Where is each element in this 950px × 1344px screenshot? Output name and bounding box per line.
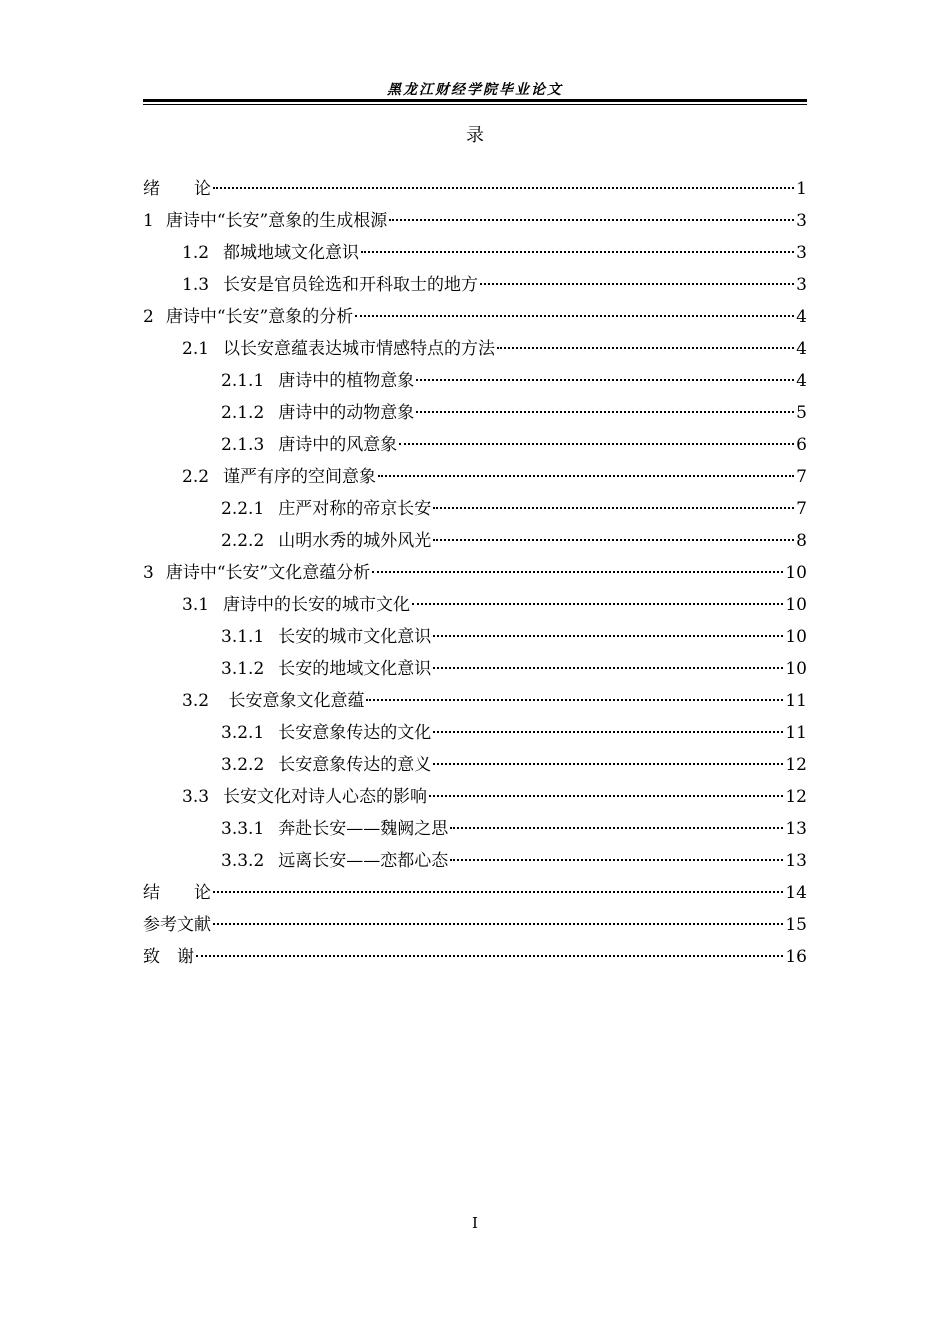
- toc-dot-leader: [433, 763, 783, 765]
- toc-entry-section-3-3-2[interactable]: [143, 845, 807, 877]
- toc-entry-text: 长安的城市文化意识: [278, 627, 432, 647]
- toc-entry-text: 参考文献: [143, 915, 211, 935]
- toc-page-number: 15: [785, 915, 807, 935]
- toc-dot-leader: [366, 699, 783, 701]
- toc-section-number: 3: [143, 563, 154, 583]
- toc-section-number: 1.3: [182, 275, 210, 295]
- toc-page-number: 1: [796, 179, 807, 199]
- toc-dot-leader: [213, 187, 794, 189]
- toc-page-number: 4: [796, 371, 807, 391]
- toc-entry-text: 致 谢: [143, 947, 194, 967]
- toc-entry-section-2-1-3[interactable]: [143, 429, 807, 461]
- toc-section-number: 3.2.1: [221, 723, 265, 743]
- toc-page-number: 5: [796, 403, 807, 423]
- toc-entry-section-1-2[interactable]: [143, 237, 807, 269]
- toc-entry-section-3-1-2[interactable]: [143, 653, 807, 685]
- toc-page-number: 7: [796, 499, 807, 519]
- toc-entry-text: 长安是官员铨选和开科取士的地方: [223, 275, 479, 295]
- toc-dot-leader: [213, 891, 783, 893]
- toc-entry-chapter-1[interactable]: [143, 205, 807, 237]
- toc-entry-text: 山明水秀的城外风光: [278, 531, 432, 551]
- toc-dot-leader: [480, 283, 794, 285]
- toc-dot-leader: [450, 827, 783, 829]
- toc-dot-leader: [450, 859, 783, 861]
- toc-section-number: 3.3.2: [221, 851, 265, 871]
- toc-entry-text: 唐诗中“长安”意象的生成根源: [165, 211, 388, 231]
- toc-entry-section-3-2-1[interactable]: [143, 717, 807, 749]
- toc-dot-leader: [399, 443, 794, 445]
- toc-entry-text: 唐诗中的风意象: [278, 435, 398, 455]
- toc-dot-leader: [196, 955, 783, 957]
- toc-page-number: 4: [796, 307, 807, 327]
- toc-section-number: 2.1.1: [221, 371, 265, 391]
- toc-entry-text: 长安文化对诗人心态的影响: [223, 787, 428, 807]
- toc-dot-leader: [416, 379, 794, 381]
- toc-page-number: 13: [785, 819, 807, 839]
- toc-title: 录: [466, 125, 484, 146]
- toc-entry-text: 唐诗中的长安的城市文化: [223, 595, 411, 615]
- header-rule-thin: [143, 104, 807, 105]
- toc-entry-section-3-3[interactable]: [143, 781, 807, 813]
- toc-section-number: 2.1.2: [221, 403, 265, 423]
- footer-page-number: I: [472, 1214, 478, 1232]
- toc-entry-text: 远离长安——恋都心态: [278, 851, 449, 871]
- toc-dot-leader: [412, 603, 783, 605]
- toc-entry-section-2-1-1[interactable]: [143, 365, 807, 397]
- toc-entry-text: 绪 论: [143, 179, 211, 199]
- toc-entry-section-3-1[interactable]: [143, 589, 807, 621]
- toc-dot-leader: [497, 347, 794, 349]
- toc-page-number: 13: [785, 851, 807, 871]
- toc-section-number: 3.1: [182, 595, 210, 615]
- toc-section-number: 2.1: [182, 339, 210, 359]
- toc-entry-text: 长安的地域文化意识: [278, 659, 432, 679]
- toc-page-number: 6: [796, 435, 807, 455]
- toc-entry-text: 都城地域文化意识: [223, 243, 360, 263]
- toc-entry-section-2-1[interactable]: [143, 333, 807, 365]
- toc-entry-text: 唐诗中“长安”意象的分析: [165, 307, 354, 327]
- toc-dot-leader: [433, 507, 794, 509]
- toc-entry-section-3-3-1[interactable]: [143, 813, 807, 845]
- toc-dot-leader: [433, 635, 783, 637]
- toc-page-number: 12: [785, 755, 807, 775]
- toc-entry-section-3-2-2[interactable]: [143, 749, 807, 781]
- toc-dot-leader: [361, 251, 794, 253]
- toc-section-number: 1.2: [182, 243, 210, 263]
- toc-entry-section-2-2[interactable]: [143, 461, 807, 493]
- toc-page-number: 3: [796, 211, 807, 231]
- toc-entry-text: 长安意象传达的意义: [278, 755, 432, 775]
- toc-page-number: 8: [796, 531, 807, 551]
- toc-section-number: 3.3.1: [221, 819, 265, 839]
- toc-dot-leader: [372, 571, 783, 573]
- toc-dot-leader: [416, 411, 794, 413]
- toc-page-number: 12: [785, 787, 807, 807]
- toc-dot-leader: [389, 219, 794, 221]
- table-of-contents: [143, 173, 807, 973]
- toc-section-number: 3.2.2: [221, 755, 265, 775]
- toc-page-number: 4: [796, 339, 807, 359]
- toc-entry-text: 奔赴长安——魏阙之思: [278, 819, 449, 839]
- toc-section-number: 3.2: [182, 691, 210, 711]
- toc-section-number: 3.1.1: [221, 627, 265, 647]
- toc-entry-section-1-3[interactable]: [143, 269, 807, 301]
- toc-section-number: 3.1.2: [221, 659, 265, 679]
- running-header-title: 黑龙江财经学院毕业论文: [387, 82, 563, 98]
- toc-dot-leader: [433, 731, 783, 733]
- toc-entry-text: 谨严有序的空间意象: [223, 467, 377, 487]
- toc-entry-section-2-2-2[interactable]: [143, 525, 807, 557]
- toc-entry-text: 长安意象传达的文化: [278, 723, 432, 743]
- toc-section-number: 2.2.1: [221, 499, 265, 519]
- toc-entry-text: 以长安意蕴表达城市情感特点的方法: [223, 339, 496, 359]
- toc-entry-section-3-2[interactable]: [143, 685, 807, 717]
- toc-entry-text: 长安意象文化意蕴: [223, 691, 365, 711]
- toc-entry-chapter-2[interactable]: [143, 301, 807, 333]
- toc-page-number: 3: [796, 243, 807, 263]
- toc-page-number: 10: [785, 563, 807, 583]
- toc-dot-leader: [378, 475, 794, 477]
- header-rule-thick: [143, 99, 807, 102]
- toc-section-number: 2: [143, 307, 154, 327]
- toc-entry-text: 结 论: [143, 883, 211, 903]
- toc-dot-leader: [213, 923, 783, 925]
- toc-dot-leader: [355, 315, 794, 317]
- toc-entry-chapter-3[interactable]: [143, 557, 807, 589]
- toc-page-number: 14: [785, 883, 807, 903]
- toc-entry-conclusion[interactable]: [143, 877, 807, 909]
- toc-page-number: 3: [796, 275, 807, 295]
- toc-section-number: 1: [143, 211, 154, 231]
- toc-entry-section-2-1-2[interactable]: [143, 397, 807, 429]
- toc-section-number: 2.2: [182, 467, 210, 487]
- toc-page-number: 16: [785, 947, 807, 967]
- toc-dot-leader: [429, 795, 783, 797]
- toc-dot-leader: [433, 667, 783, 669]
- toc-page-number: 7: [796, 467, 807, 487]
- toc-dot-leader: [433, 539, 794, 541]
- toc-page-number: 10: [785, 659, 807, 679]
- toc-entry-introduction[interactable]: [143, 173, 807, 205]
- toc-entry-section-2-2-1[interactable]: [143, 493, 807, 525]
- toc-entry-references[interactable]: [143, 909, 807, 941]
- toc-entry-text: 唐诗中的动物意象: [278, 403, 415, 423]
- toc-page-number: 11: [785, 723, 807, 743]
- toc-entry-section-3-1-1[interactable]: [143, 621, 807, 653]
- toc-section-number: 2.1.3: [221, 435, 265, 455]
- toc-page-number: 11: [785, 691, 807, 711]
- toc-page-number: 10: [785, 627, 807, 647]
- toc-entry-text: 唐诗中的植物意象: [278, 371, 415, 391]
- toc-entry-text: 唐诗中“长安”文化意蕴分析: [165, 563, 371, 583]
- toc-section-number: 3.3: [182, 787, 210, 807]
- toc-page-number: 10: [785, 595, 807, 615]
- toc-entry-acknowledgements[interactable]: [143, 941, 807, 973]
- toc-entry-text: 庄严对称的帝京长安: [278, 499, 432, 519]
- toc-section-number: 2.2.2: [221, 531, 265, 551]
